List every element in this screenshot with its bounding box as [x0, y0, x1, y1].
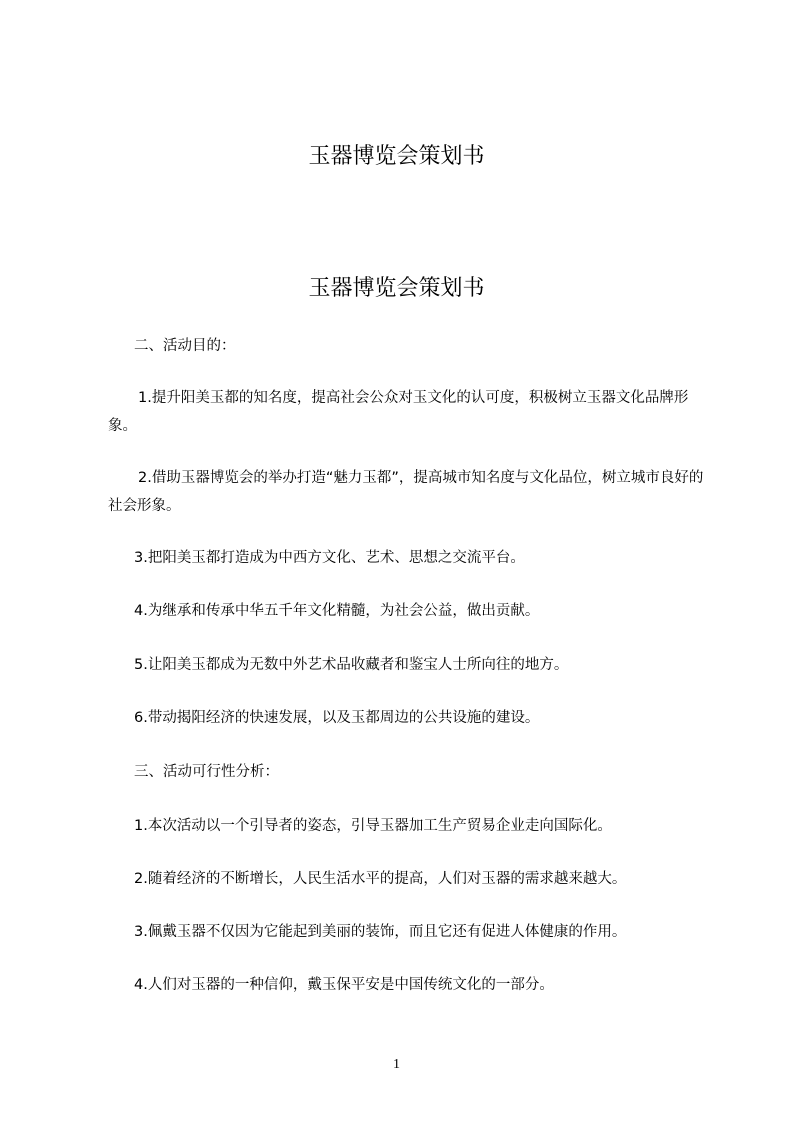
feasibility-item-4: 4.人们对玉器的一种信仰，戴玉保平安是中国传统文化的一部分。 [134, 977, 554, 993]
purpose-item-4: 4.为继承和传承中华五千年文化精髓，为社会公益，做出贡献。 [134, 603, 540, 619]
purpose-item-3: 3.把阳美玉都打造成为中西方文化、艺术、思想之交流平台。 [134, 550, 525, 566]
feasibility-item-3: 3.佩戴玉器不仅因为它能起到美丽的装饰，而且它还有促进人体健康的作用。 [134, 924, 627, 940]
feasibility-item-1: 1.本次活动以一个引导者的姿态，引导玉器加工生产贸易企业走向国际化。 [134, 818, 612, 834]
page-number: 1 [393, 1057, 400, 1072]
section-heading-purpose: 二、活动目的： [134, 338, 236, 354]
cover-title: 玉器博览会策划书 [308, 144, 485, 169]
purpose-item-6: 6.带动揭阳经济的快速发展，以及玉都周边的公共设施的建设。 [134, 710, 540, 726]
purpose-item-1: 1.提升阳美玉都的知名度，提高社会公众对玉文化的认可度，积极树立玉器文化品牌形象。 [108, 390, 689, 434]
feasibility-item-2: 2.随着经济的不断增长，人民生活水平的提高，人们对玉器的需求越来越大。 [134, 871, 627, 887]
purpose-item-2: 2.借助玉器博览会的举办打造“魅力玉都”，提高城市知名度与文化品位，树立城市良好的社会形象。 [108, 470, 704, 514]
main-title: 玉器博览会策划书 [308, 276, 485, 301]
section-heading-feasibility: 三、活动可行性分析： [134, 764, 279, 780]
purpose-item-5: 5.让阳美玉都成为无数中外艺术品收藏者和鉴宝人士所向往的地方。 [134, 657, 569, 673]
